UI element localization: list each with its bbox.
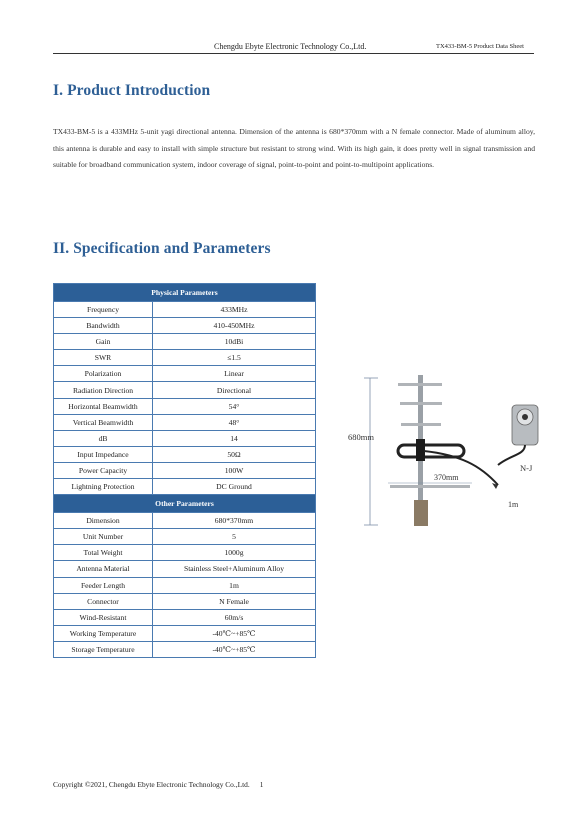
table-section-header <box>54 495 316 513</box>
director-element <box>400 402 442 405</box>
param-value-cell: N Female <box>153 593 316 609</box>
param-name-cell: Power Capacity <box>54 462 153 478</box>
table-row <box>54 529 316 545</box>
copyright-text: Copyright ©2021, Chengdu Ebyte Electronic Technology Co.,Ltd. <box>53 780 250 789</box>
header-company: Chengdu Ebyte Electronic Technology Co.,Ltd. <box>214 42 367 51</box>
table-row <box>54 398 316 414</box>
director-element <box>401 423 441 426</box>
table-row <box>54 545 316 561</box>
table-row <box>54 462 316 478</box>
param-name-cell: Working Temperature <box>54 625 153 641</box>
param-value-cell: 680*370mm <box>153 513 316 529</box>
physical-parameters-header: Physical Parameters <box>54 284 316 302</box>
param-name-cell: Polarization <box>54 366 153 382</box>
param-value-cell: Directional <box>153 382 316 398</box>
table-row <box>54 609 316 625</box>
param-name-cell: Bandwidth <box>54 318 153 334</box>
table-row <box>54 366 316 382</box>
table-row <box>54 446 316 462</box>
header-divider <box>53 53 534 54</box>
table-row <box>54 593 316 609</box>
table-row <box>54 414 316 430</box>
param-name-cell: Vertical Beamwidth <box>54 414 153 430</box>
table-row <box>54 625 316 641</box>
param-value-cell: ≤1.5 <box>153 350 316 366</box>
intro-paragraph: TX433-BM-5 is a 433MHz 5-unit yagi directional antenna. Dimension of the antenna is 680*370mm with a N female connector. Made of aluminum alloy, this antenna is durable and easy to install with simple structure but resistant to strong wind. With its high gain, it does pretty well in signal transmission and suitable for broadband communication system, indoor coverage of signal, point-to-point and point-to-multipoint applications. <box>53 127 535 169</box>
param-value-cell: -40℃~+85℃ <box>153 641 316 657</box>
feed-box <box>416 439 425 461</box>
section-title-specification: II. Specification and Parameters <box>53 240 271 257</box>
cable-length-label: 1m <box>508 500 519 509</box>
table-row <box>54 513 316 529</box>
param-value-cell: DC Ground <box>153 479 316 495</box>
table-row <box>54 577 316 593</box>
param-value-cell: 410-450MHz <box>153 318 316 334</box>
param-value-cell: 1m <box>153 577 316 593</box>
page-footer <box>53 780 263 789</box>
table-row <box>54 561 316 577</box>
param-name-cell: Unit Number <box>54 529 153 545</box>
height-label: 680mm <box>348 432 374 442</box>
param-name-cell: Input Impedance <box>54 446 153 462</box>
param-name-cell: Feeder Length <box>54 577 153 593</box>
param-name-cell: Antenna Material <box>54 561 153 577</box>
param-value-cell: 100W <box>153 462 316 478</box>
mount-clamp <box>414 500 428 526</box>
spec-table <box>53 283 316 658</box>
table-row <box>54 302 316 318</box>
param-value-cell: 48° <box>153 414 316 430</box>
param-value-cell: 50Ω <box>153 446 316 462</box>
param-value-cell: 433MHz <box>153 302 316 318</box>
param-value-cell: 54° <box>153 398 316 414</box>
param-value-cell: 5 <box>153 529 316 545</box>
antenna-figure <box>340 305 558 530</box>
param-name-cell: Radiation Direction <box>54 382 153 398</box>
param-value-cell: Linear <box>153 366 316 382</box>
param-value-cell: -40℃~+85℃ <box>153 625 316 641</box>
param-name-cell: Storage Temperature <box>54 641 153 657</box>
param-name-cell: dB <box>54 430 153 446</box>
param-name-cell: SWR <box>54 350 153 366</box>
param-name-cell: Dimension <box>54 513 153 529</box>
param-name-cell: Horizontal Beamwidth <box>54 398 153 414</box>
section-title-introduction: I. Product Introduction <box>53 82 211 99</box>
other-parameters-header: Other Parameters <box>54 495 316 513</box>
table-row <box>54 430 316 446</box>
param-name-cell: Lightning Protection <box>54 479 153 495</box>
param-value-cell: 1000g <box>153 545 316 561</box>
table-section-header <box>54 284 316 302</box>
page-number: 1 <box>259 780 264 789</box>
param-name-cell: Frequency <box>54 302 153 318</box>
header-doc-title: TX433-BM-5 Product Data Sheet <box>436 43 524 50</box>
table-row <box>54 641 316 657</box>
param-name-cell: Gain <box>54 334 153 350</box>
param-value-cell: 10dBi <box>153 334 316 350</box>
param-name-cell: Wind-Resistant <box>54 609 153 625</box>
connector-label: N-J <box>520 463 533 473</box>
param-value-cell: 60m/s <box>153 609 316 625</box>
table-row <box>54 350 316 366</box>
width-label: 370mm <box>434 473 459 482</box>
table-row <box>54 334 316 350</box>
param-value-cell: 14 <box>153 430 316 446</box>
table-row <box>54 318 316 334</box>
director-element <box>398 383 442 386</box>
table-row <box>54 479 316 495</box>
param-name-cell: Connector <box>54 593 153 609</box>
reflector-element <box>390 485 470 488</box>
table-row <box>54 382 316 398</box>
param-name-cell: Total Weight <box>54 545 153 561</box>
param-value-cell: Stainless Steel+Aluminum Alloy <box>153 561 316 577</box>
